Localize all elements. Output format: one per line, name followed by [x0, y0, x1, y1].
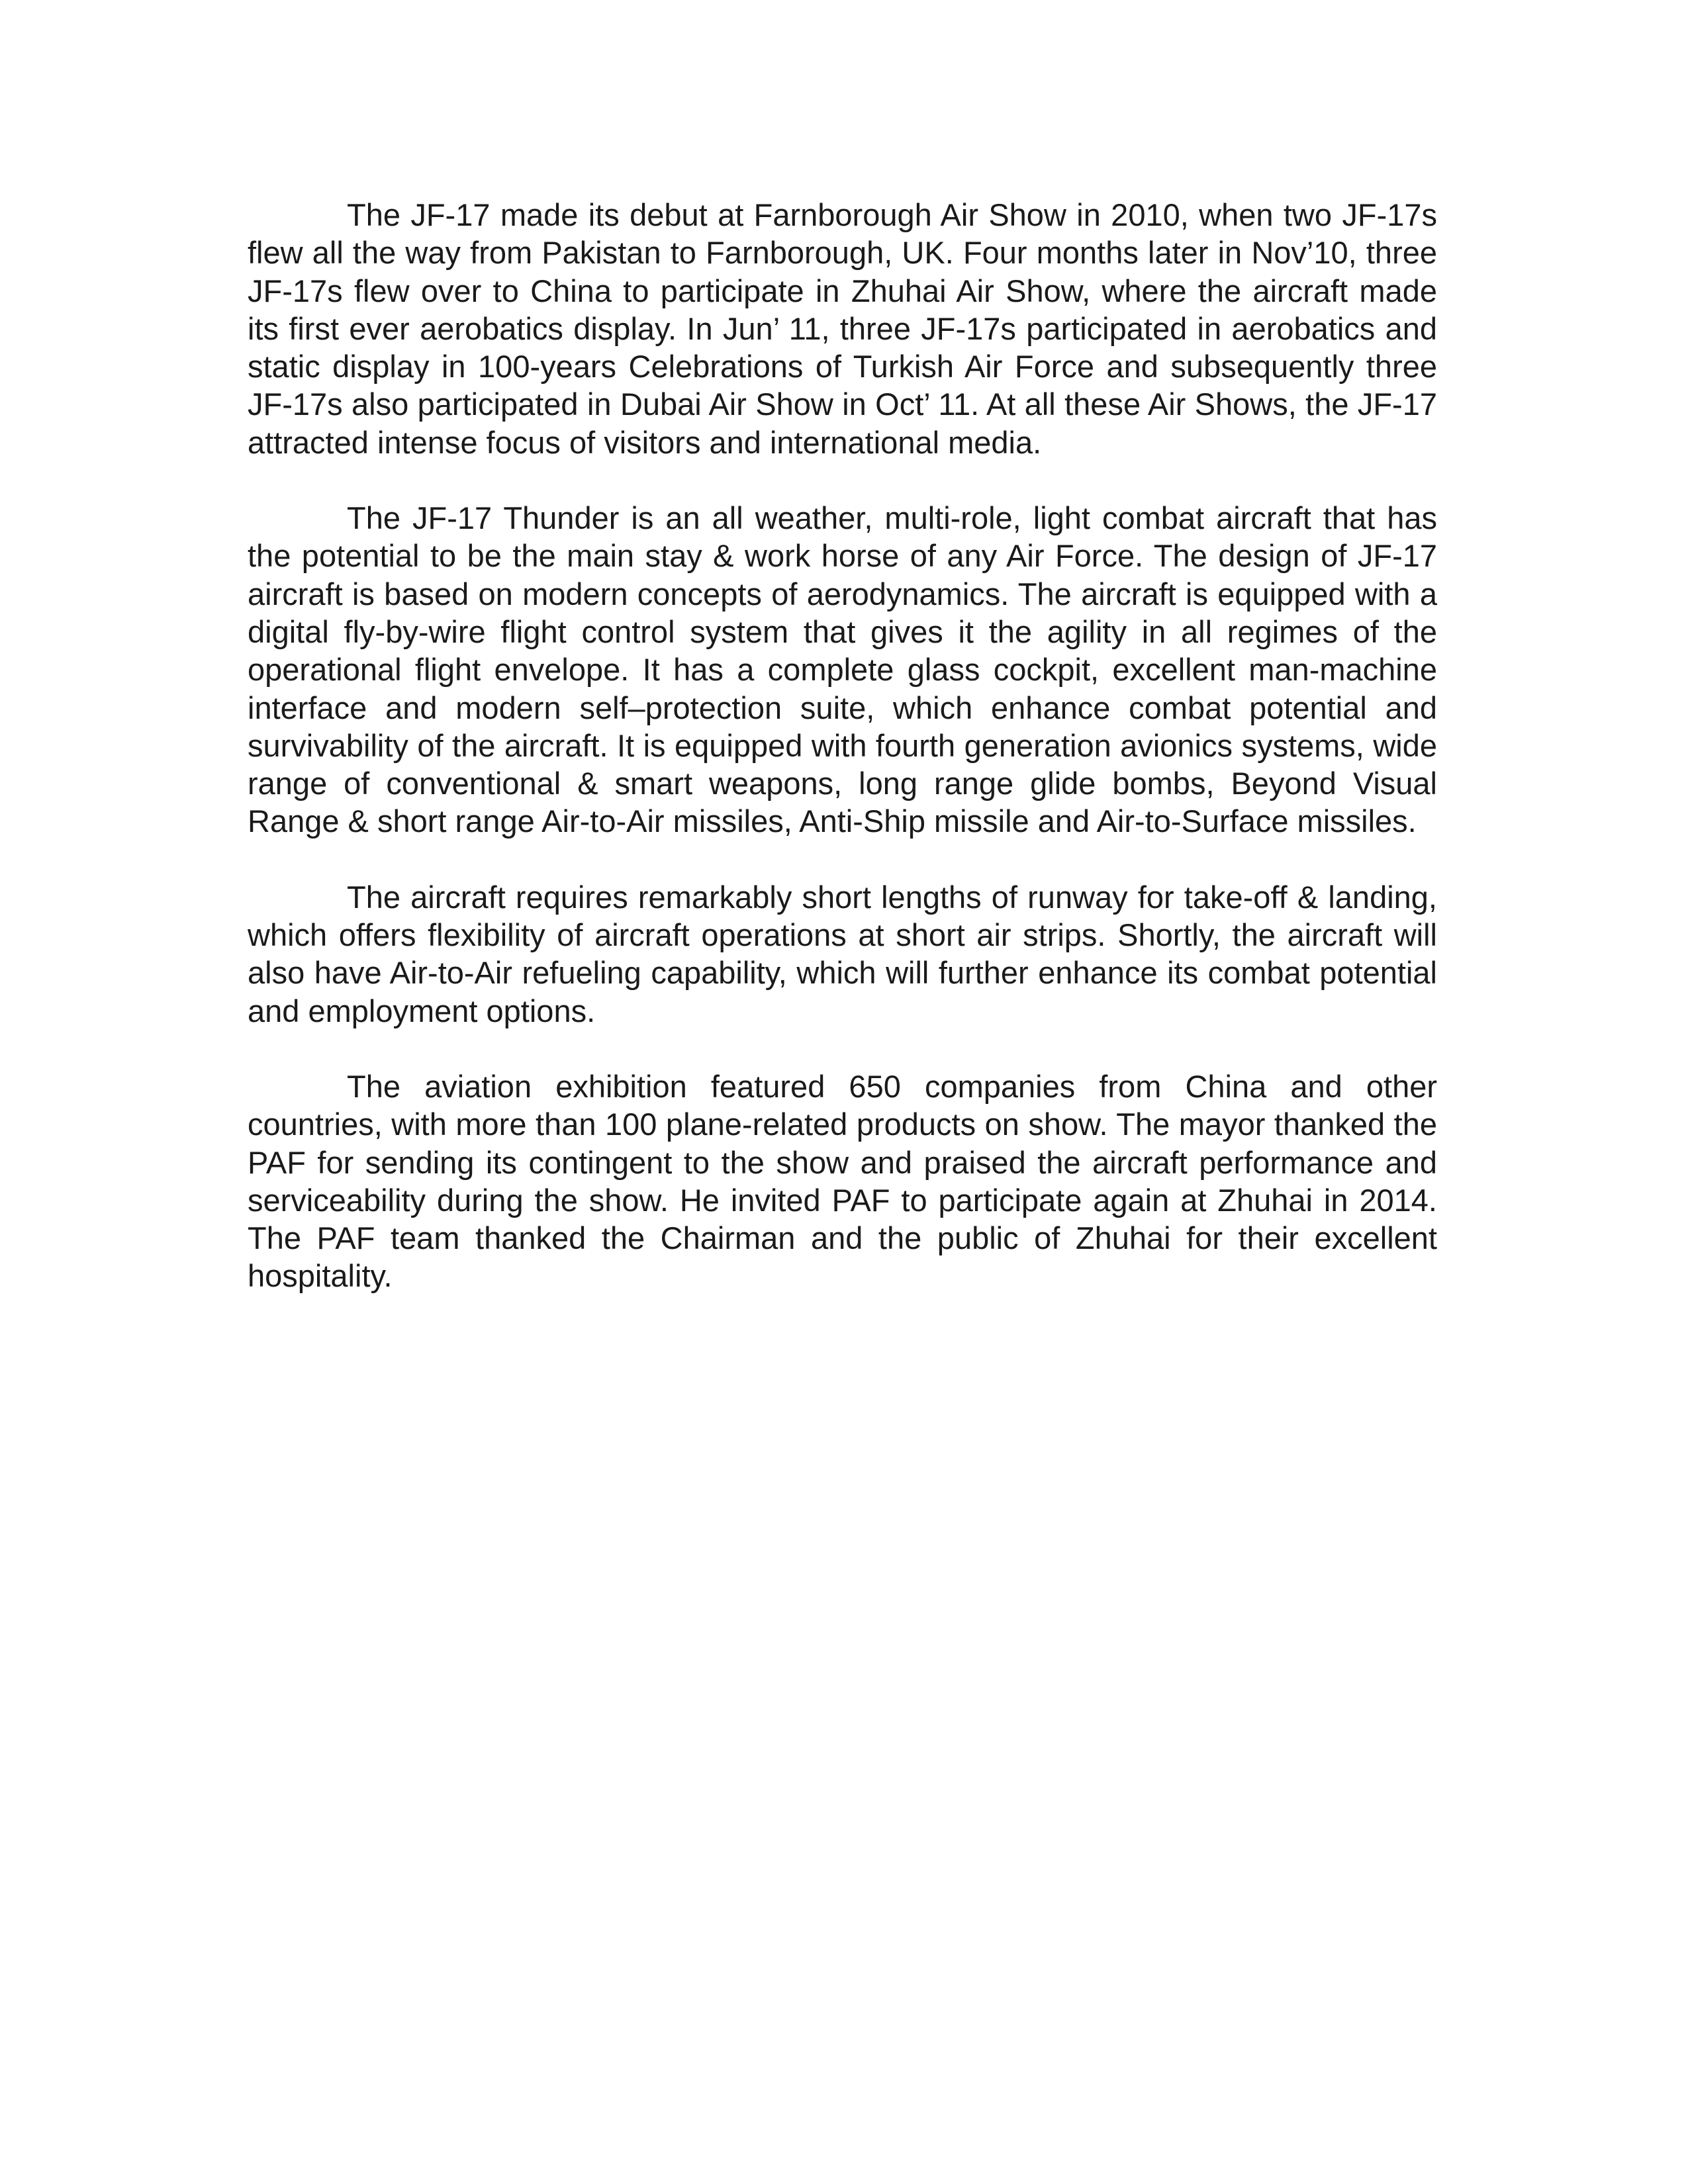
document-body: [248, 196, 1437, 1333]
paragraph-runway-refueling: The aircraft requires remarkably short lengths of runway for take-off & landing, which offers flexibility of aircraft operations at short air strips. Shortly, the aircraft will also have Air-to-Air refueling capability, which will further enhance its combat potential and employment options.: [248, 879, 1437, 1028]
paragraph-exhibition-zhuhai: The aviation exhibition featured 650 companies from China and other countries, with more than 100 plane-related products on show. The mayor thanked the PAF for sending its contingent to the show and praised the aircraft performance and serviceability during the show. He invited PAF to participate again at Zhuhai in 2014. The PAF team thanked the Chairman and the public of Zhuhai for their excellent hospitality.: [248, 1068, 1437, 1294]
paragraph-airshow-debut: The JF-17 made its debut at Farnborough Air Show in 2010, when two JF-17s flew all the way from Pakistan to Farnborough, UK. Four months later in Nov’10, three JF-17s flew over to China to participate in Zhuhai Air Show, where the aircraft made its first ever aerobatics display. In Jun’ 11, three JF-17s participated in aerobatics and static display in 100-years Celebrations of Turkish Air Force and subsequently three JF-17s also participated in Dubai Air Show in Oct’ 11. At all these Air Shows, the JF-17 attracted intense focus of visitors and international media.: [248, 197, 1437, 460]
paragraph-aircraft-capabilities: The JF-17 Thunder is an all weather, multi-role, light combat aircraft that has the potential to be the main stay & work horse of any Air Force. The design of JF-17 aircraft is based on modern concepts of aerodynamics. The aircraft is equipped with a digital fly-by-wire flight control system that gives it the agility in all regimes of the operational flight envelope. It has a complete glass cockpit, excellent man-machine interface and modern self–protection suite, which enhance combat potential and survivability of the aircraft. It is equipped with fourth generation avionics systems, wide range of conventional & smart weapons, long range glide bombs, Beyond Visual Range & short range Air-to-Air missiles, Anti-Ship missile and Air-to-Surface missiles.: [248, 500, 1437, 839]
